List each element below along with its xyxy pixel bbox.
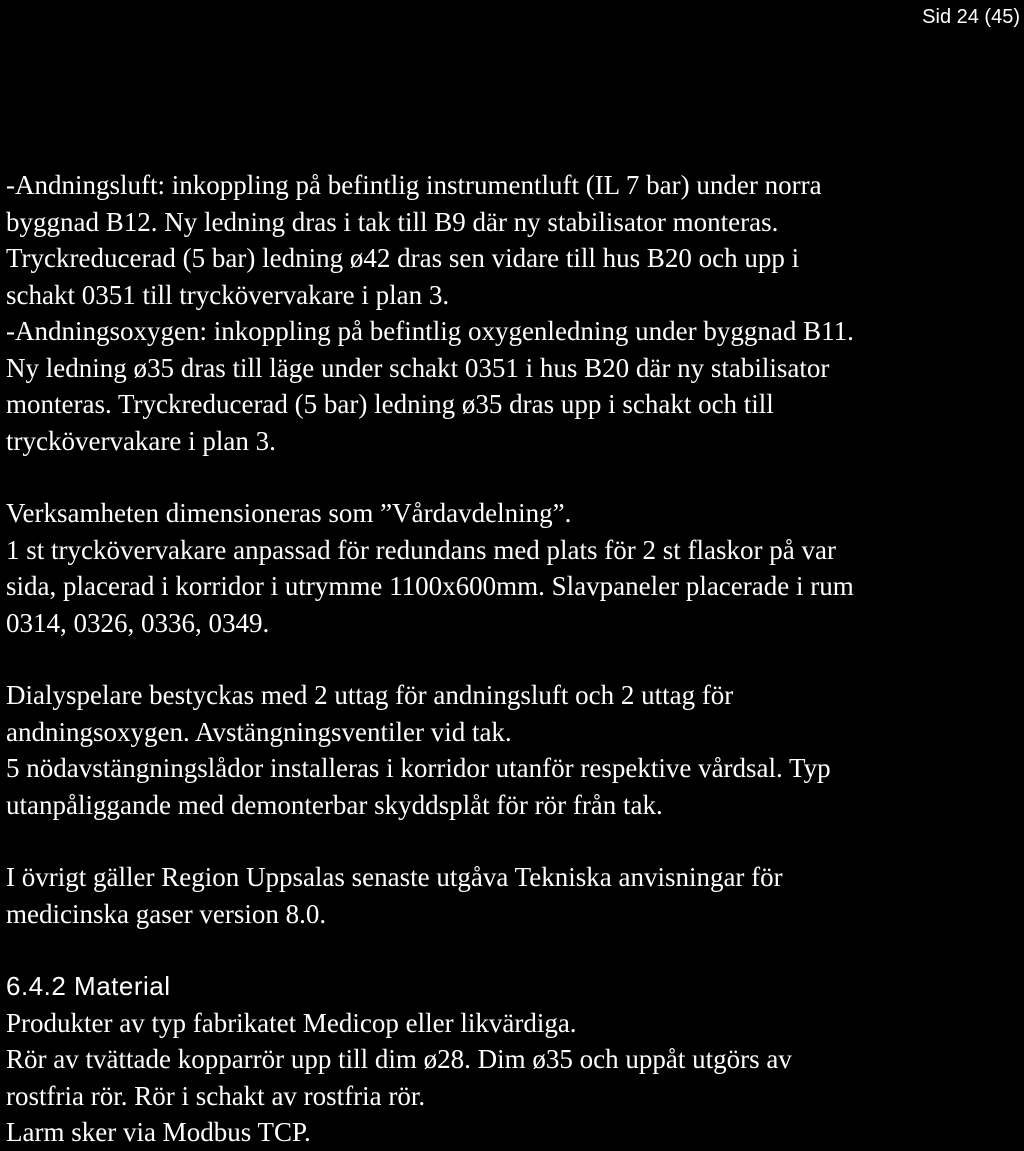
text-line: Tryckreducerad (5 bar) ledning ø42 dras sen vidare till hus B20 och upp i xyxy=(6,243,800,273)
text-line: Larm sker via Modbus TCP. xyxy=(6,1117,311,1147)
paragraph-dimensioning xyxy=(6,495,1016,641)
text-line: medicinska gaser version 8.0. xyxy=(6,898,327,929)
paragraph-material xyxy=(6,1005,1016,1151)
text-line: Rör av tvättade kopparrör upp till dim ø28. Dim ø35 och uppåt utgörs av xyxy=(6,1044,792,1074)
paragraph-spacer xyxy=(6,823,1016,859)
text-line: Dialyspelare bestyckas med 2 uttag för andningsluft och 2 uttag för xyxy=(6,680,734,710)
text-line: rostfria rör. Rör i schakt av rostfria rör. xyxy=(6,1080,426,1111)
text-line: utanpåliggande med demonterbar skyddsplåt för rör från tak. xyxy=(6,789,663,820)
text-line: Verksamheten dimensioneras som ”Vårdavdelning”. xyxy=(6,498,572,528)
text-line: 5 nödavstängningslådor installeras i korridor utanför respektive vårdsal. Typ xyxy=(6,753,831,783)
text-line: andningsoxygen. Avstängningsventiler vid tak. xyxy=(6,716,512,747)
section-heading-material: 6.4.2 Material xyxy=(6,971,171,1001)
paragraph-regulations xyxy=(6,859,1016,932)
paragraph-gas-connections xyxy=(6,167,1016,459)
paragraph-spacer xyxy=(6,459,1016,495)
text-line: tryckövervakare i plan 3. xyxy=(6,425,276,456)
text-line: I övrigt gäller Region Uppsalas senaste utgåva Tekniska anvisningar för xyxy=(6,862,783,892)
text-line: 0314, 0326, 0336, 0349. xyxy=(6,607,270,638)
page-number: Sid 24 (45) xyxy=(922,6,1020,28)
paragraph-dialysis-pendants xyxy=(6,677,1016,823)
text-line: sida, placerad i korridor i utrymme 1100x600mm. Slavpaneler placerade i rum xyxy=(6,571,854,601)
text-line: 1 st tryckövervakare anpassad för redundans med plats för 2 st flaskor på var xyxy=(6,534,836,565)
text-line: Produkter av typ fabrikatet Medicop eller likvärdiga. xyxy=(6,1007,577,1038)
text-line: Ny ledning ø35 dras till läge under schakt 0351 i hus B20 där ny stabilisator xyxy=(6,352,830,383)
paragraph-spacer xyxy=(6,641,1016,677)
paragraph-spacer xyxy=(6,932,1016,968)
text-line: byggnad B12. Ny ledning dras i tak till B9 där ny stabilisator monteras. xyxy=(6,206,779,237)
text-line: -Andningsluft: inkoppling på befintlig instrumentluft (IL 7 bar) under norra xyxy=(6,170,822,200)
text-line: schakt 0351 till tryckövervakare i plan 3. xyxy=(6,279,450,310)
text-line: monteras. Tryckreducerad (5 bar) ledning ø35 dras upp i schakt och till xyxy=(6,389,774,419)
document-body xyxy=(6,167,1016,1151)
text-line: -Andningsoxygen: inkoppling på befintlig oxygenledning under byggnad B11. xyxy=(6,316,854,346)
